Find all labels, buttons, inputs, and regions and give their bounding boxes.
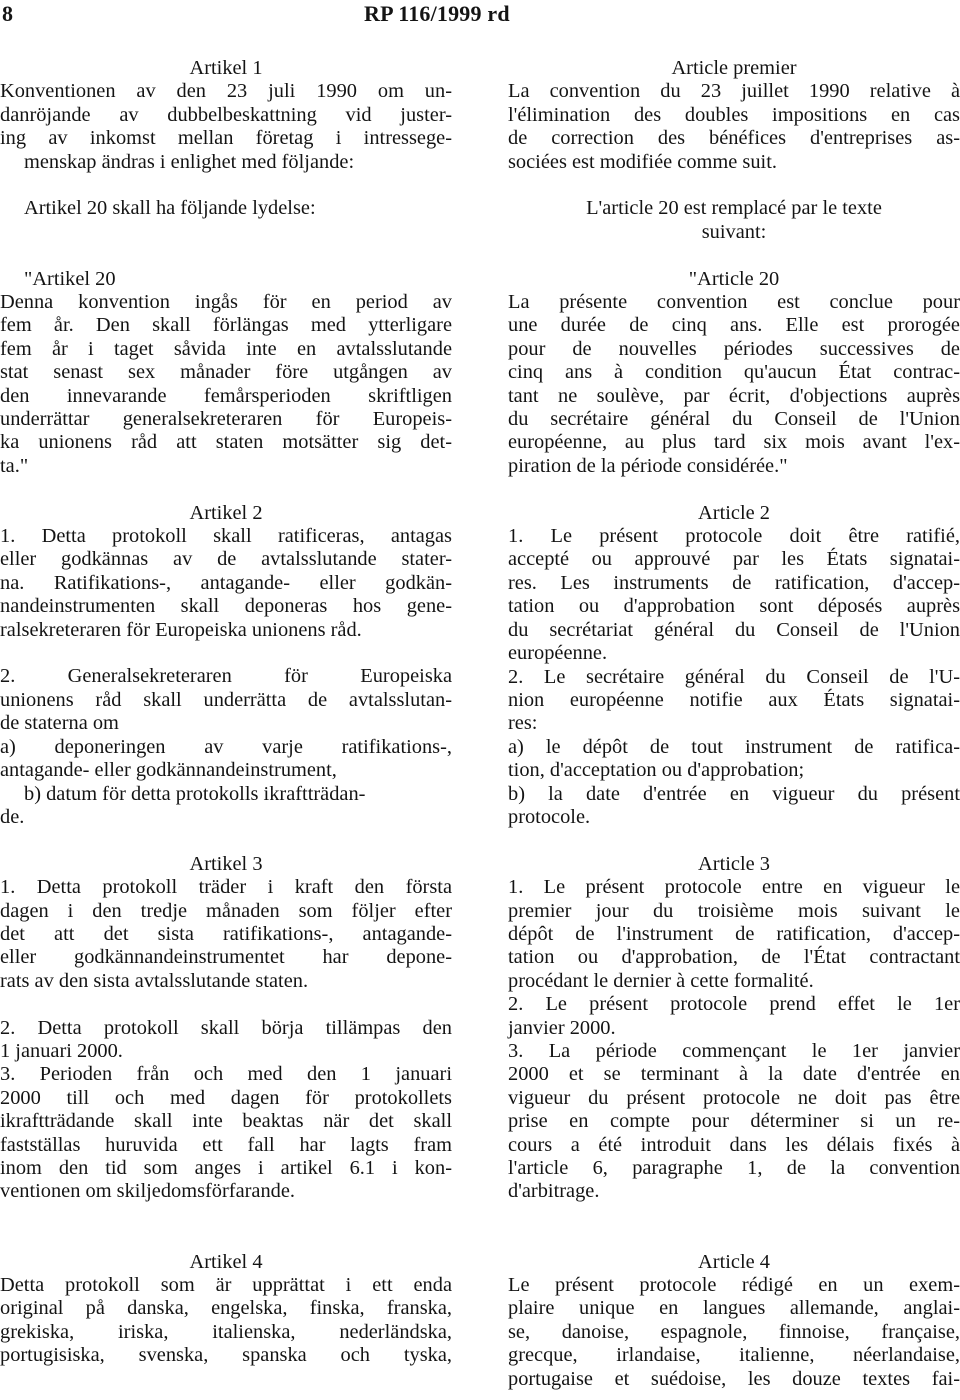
- text-line: nandeinstrumenten skall deponeras hos gene-: [0, 595, 452, 618]
- text-line: Artikel 20 skall ha följande lydelse:: [24, 197, 316, 220]
- text-line: d'arbitrage.: [508, 1180, 600, 1203]
- text-line: fastställas huruvida ett fall har lagts fram: [0, 1133, 452, 1156]
- text-line: underrättar generalsekreteraren för Europeis-: [0, 408, 452, 431]
- text-line: antagande- eller godkännandeinstrument,: [0, 759, 337, 782]
- paragraph-spacer: [508, 174, 960, 197]
- running-title: RP 116/1999 rd: [364, 1, 510, 26]
- article-heading: Artikel 1: [189, 57, 263, 79]
- text-line: Detta protokoll som är upprättat i ett enda: [0, 1273, 452, 1296]
- page-number: 8: [2, 1, 13, 26]
- text-line: nion européenne notifie aux États signatai-: [508, 688, 960, 711]
- article-heading: Article 3: [698, 852, 770, 875]
- text-line: protocole.: [508, 805, 591, 828]
- article-heading: Article premier: [671, 57, 797, 79]
- text-line: tation ou d'approbation sont déposés auprès: [508, 595, 960, 618]
- text-line: premier jour du troisième mois suivant le: [508, 899, 960, 922]
- text-line: de staterna om: [0, 712, 119, 735]
- text-line: dépôt de l'instrument de ratification, d'accep-: [508, 922, 960, 945]
- text-line: cinq ans à condition qu'aucun État contrac-: [508, 361, 960, 384]
- paragraph-spacer: [508, 1227, 960, 1250]
- text-line: tation ou d'approbation, de l'État contractant: [508, 946, 960, 969]
- text-line: ralsekreteraren för Europeiska unionens råd.: [0, 618, 362, 641]
- text-line: 2. Le présent protocole prend effet le 1er: [508, 993, 960, 1016]
- text-line: 1. Le présent protocole doit être ratifié,: [508, 525, 960, 548]
- article-heading: Artikel 3: [189, 852, 263, 875]
- paragraph-spacer: [0, 829, 452, 852]
- text-line: janvier 2000.: [508, 1016, 616, 1039]
- text-line: stat senast sex månader före utgången av: [0, 361, 452, 384]
- text-line: une durée de cinq ans. Elle est prorogée: [508, 314, 960, 337]
- text-line: européenne.: [508, 642, 608, 665]
- text-line: pour de nouvelles périodes successives de: [508, 337, 960, 360]
- text-line: ta.": [0, 454, 29, 477]
- article-heading: Article 2: [698, 501, 770, 524]
- paragraph-spacer: [508, 478, 960, 501]
- text-line: unionens råd skall underrätta de avtalsslutan-: [0, 688, 452, 711]
- text-line: b) la date d'entrée en vigueur du présent: [508, 782, 960, 805]
- text-line: du secrétaire général du Conseil de l'Union: [508, 408, 960, 431]
- article-heading: Artikel 4: [189, 1250, 263, 1273]
- french-text-column: [508, 57, 960, 1391]
- text-line: grekiska, iriska, italienska, nederländska,: [0, 1320, 452, 1343]
- text-line: eller godkännandeinstrumentet har depone-: [0, 946, 452, 969]
- text-line: Konventionen av den 23 juli 1990 om un-: [0, 80, 452, 103]
- paragraph-spacer: [0, 221, 452, 244]
- paragraph-spacer: [508, 1204, 960, 1227]
- text-line: inom den tid som anges i artikel 6.1 i kon-: [0, 1156, 452, 1179]
- text-line: ventionen om skiljedomsförfarande.: [0, 1180, 296, 1203]
- text-line: 1. Detta protokoll skall ratificeras, antagas: [0, 525, 452, 548]
- paragraph-spacer: [508, 244, 960, 267]
- text-line: l'article 6, paragraphe 1, de la convention: [508, 1157, 960, 1180]
- text-line: plaire unique en langues allemande, anglai-: [508, 1297, 960, 1320]
- text-line: fem år. Den skall förlängas med ytterligare: [0, 314, 452, 337]
- text-line: "Article 20: [688, 267, 780, 290]
- text-line: b) datum för detta protokolls ikraftträdan-: [24, 782, 366, 805]
- text-line: 2. Detta protokoll skall börja tillämpas den: [0, 1016, 452, 1039]
- paragraph-spacer: [0, 478, 452, 501]
- paragraph-spacer: [508, 829, 960, 852]
- text-line: 1 januari 2000.: [0, 1039, 123, 1062]
- text-line: a) deponeringen av varje ratifikations-,: [0, 735, 452, 758]
- text-line: Denna konvention ingås för en period av: [0, 291, 452, 314]
- text-line: piration de la période considérée.": [508, 454, 788, 477]
- text-line: tion, d'acceptation ou d'approbation;: [508, 759, 805, 782]
- text-line: portugaise et suédoise, les douze textes fai-: [508, 1367, 960, 1390]
- text-line: cours a été introduit dans les délais fixés à: [508, 1133, 960, 1156]
- text-line: fem år i taget såvida inte en avtalsslutande: [0, 337, 452, 360]
- text-line: na. Ratifikations-, antagande- eller godkän-: [0, 571, 452, 594]
- text-line: sociées est modifiée comme suit.: [508, 150, 777, 173]
- text-line: prise en compte pour déterminer si un re-: [508, 1110, 960, 1133]
- text-line: 2000 till och med dagen för protokollets: [0, 1086, 452, 1109]
- text-line: ka unionens råd att staten motsätter sig det-: [0, 431, 452, 454]
- text-line: l'élimination des doubles impositions en cas: [508, 103, 960, 126]
- text-line: vigueur du présent protocole ne doit pas être: [508, 1086, 960, 1109]
- text-line: de.: [0, 805, 25, 828]
- text-line: ing av inkomst mellan företag i intressege-: [0, 127, 452, 150]
- text-line: eller godkännas av de avtalsslutande stater-: [0, 548, 452, 571]
- text-line: Le présent protocole rédigé en un exem-: [508, 1274, 960, 1297]
- text-line: L'article 20 est remplacé par le texte: [586, 197, 882, 220]
- text-line: rats av den sista avtalsslutande staten.: [0, 969, 309, 992]
- paragraph-spacer: [0, 993, 452, 1016]
- text-line: res. Les instruments de ratification, d'accep-: [508, 571, 960, 594]
- text-line: accepté ou approuvé par les États signatai-: [508, 548, 960, 571]
- text-line: danröjande av dubbelbeskattning vid juster-: [0, 103, 452, 126]
- text-line: suivant:: [701, 220, 767, 243]
- text-line: La convention du 23 juillet 1990 relative à: [508, 80, 960, 103]
- text-line: det att det sista ratifikations-, antagande-: [0, 922, 452, 945]
- paragraph-spacer: [0, 1204, 452, 1227]
- text-line: grecque, irlandaise, italienne, néerlandaise,: [508, 1344, 960, 1367]
- text-line: 2. Le secrétaire général du Conseil de l'U-: [508, 665, 960, 688]
- text-line: res:: [508, 712, 538, 735]
- text-line: original på danska, engelska, finska, franska,: [0, 1297, 452, 1320]
- text-line: La présente convention est conclue pour: [508, 291, 960, 314]
- paragraph-spacer: [0, 244, 452, 267]
- text-line: 2000 et se terminant à la date d'entrée en: [508, 1063, 960, 1086]
- text-line: dagen i den tredje månaden som följer efter: [0, 899, 452, 922]
- paragraph-spacer: [0, 174, 452, 197]
- text-line: procédant le dernier à cette formalité.: [508, 969, 814, 992]
- text-line: se, danoise, espagnole, finnoise, française,: [508, 1320, 960, 1343]
- article-heading: Artikel 2: [189, 501, 263, 524]
- text-line: européenne, au plus tard six mois avant l'ex-: [508, 431, 960, 454]
- swedish-text-column: [0, 57, 452, 1368]
- text-line: 2. Generalsekreteraren för Europeiska: [0, 665, 452, 688]
- text-line: du secrétariat général du Conseil de l'Union: [508, 618, 960, 641]
- text-line: menskap ändras i enlighet med följande:: [24, 150, 355, 173]
- text-line: tant ne soulève, par écrit, d'objections auprès: [508, 384, 960, 407]
- text-line: portugisiska, svenska, spanska och tyska,: [0, 1344, 452, 1367]
- text-line: a) le dépôt de tout instrument de ratifica-: [508, 735, 960, 758]
- paragraph-spacer: [0, 1227, 452, 1250]
- text-line: 1. Detta protokoll träder i kraft den första: [0, 876, 452, 899]
- text-line: de correction des bénéfices d'entreprises as-: [508, 127, 960, 150]
- paragraph-spacer: [0, 642, 452, 665]
- text-line: 3. La période commençant le 1er janvier: [508, 1040, 960, 1062]
- article-heading: Article 4: [698, 1250, 770, 1273]
- text-line: 3. Perioden från och med den 1 januari: [0, 1063, 452, 1086]
- text-line: "Artikel 20: [24, 267, 116, 290]
- text-line: 1. Le présent protocole entre en vigueur le: [508, 876, 960, 899]
- text-line: den innevarande femårsperioden skriftligen: [0, 384, 452, 407]
- text-line: ikraftträdande skall inte beaktas när det skall: [0, 1110, 452, 1133]
